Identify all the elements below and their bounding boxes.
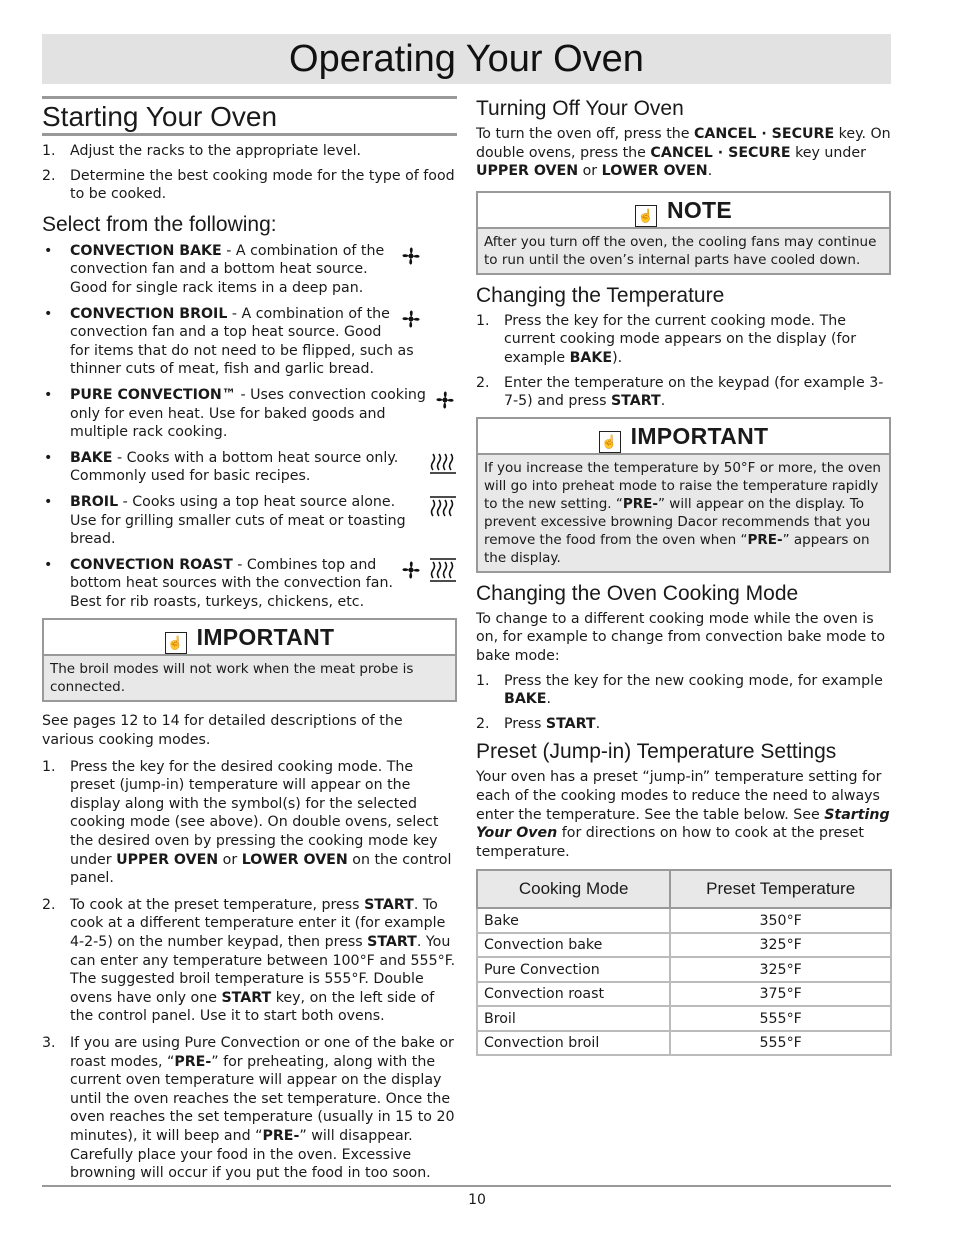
subheading-select: Select from the following: <box>42 212 277 236</box>
fan-icon <box>399 244 457 268</box>
cell-temp: 350°F <box>670 908 891 933</box>
hand-icon: ☝ <box>635 205 657 227</box>
preset-text: Your oven has a preset “jump-in” temperature setting for each of the cooking modes to reduce the need to always enter the temperature. See the table below. See Starting Your Oven for directions on how to cook at the preset temperature. <box>476 769 890 860</box>
cell-temp: 375°F <box>670 982 891 1007</box>
mode-icons <box>399 307 457 337</box>
temp-steps <box>476 312 891 411</box>
heading-turning-off: Turning Off Your Oven <box>476 97 684 120</box>
table-row <box>477 957 891 982</box>
cell-mode: Pure Convection <box>477 957 670 982</box>
mode-item: • PURE CONVECTION™ - Uses convection cooking only for even heat. Use for baked goods and multiple rack cooking. <box>42 386 457 442</box>
note-text: After you turn off the oven, the cooling fans may continue to run until the oven’s internal parts have cooled down. <box>478 229 889 273</box>
right-column <box>476 96 891 1056</box>
column-header: Cooking Mode <box>477 870 670 908</box>
cell-mode: Convection roast <box>477 982 670 1007</box>
heading-changing-temp: Changing the Temperature <box>476 283 725 307</box>
mode-icons <box>433 388 457 418</box>
mode-steps <box>476 672 891 734</box>
bake-heat-icon <box>429 451 457 475</box>
list-item: 1. Adjust the racks to the appropriate level. <box>42 143 362 159</box>
cell-mode: Broil <box>477 1006 670 1031</box>
mode-icons <box>429 495 457 525</box>
table-row <box>477 1006 891 1031</box>
hand-icon: ☝ <box>165 632 187 654</box>
cell-temp: 325°F <box>670 957 891 982</box>
important-text: If you increase the temperature by 50°F or more, the oven will go into preheat mode to raise the temperature rapidly to the new setting. “PRE-” will appear on the display. To prevent excessive browning Dacor recommends that you remove the food from the oven when “PRE-” appears on the display. <box>478 455 889 571</box>
table-row <box>477 908 891 933</box>
table-row <box>477 982 891 1007</box>
cell-temp: 555°F <box>670 1006 891 1031</box>
list-item: 2. Press START. <box>476 715 601 732</box>
cell-temp: 555°F <box>670 1031 891 1056</box>
important-box <box>42 618 457 702</box>
mode-intro: To change to a different cooking mode while the oven is on, for example to change from convection bake mode to bake mode: <box>476 610 886 664</box>
table-row <box>477 1031 891 1056</box>
broil-heat-icon <box>429 495 457 519</box>
heading-preset: Preset (Jump-in) Temperature Settings <box>476 740 837 764</box>
hand-icon: ☝ <box>599 431 621 453</box>
note-header: ☝ NOTE <box>478 193 889 229</box>
mode-item: • BROIL - Cooks using a top heat source alone. Use for grilling smaller cuts of meat or toasting bread. <box>42 493 457 549</box>
important-box-right <box>476 417 891 573</box>
mode-list <box>42 242 457 612</box>
cell-mode: Bake <box>477 908 670 933</box>
list-item: 2. Determine the best cooking mode for the type of food to be cooked. <box>42 167 455 203</box>
steps2-list <box>42 758 457 1183</box>
mode-icons <box>399 558 457 588</box>
mode-item: • CONVECTION BAKE - A combination of the convection fan and a bottom heat source. Good for single rack items in a deep pan. <box>42 242 457 298</box>
list-item: 2. Enter the temperature on the keypad (for example 3-7-5) and press START. <box>476 374 884 410</box>
fan-icon <box>433 388 457 412</box>
turn-off-text: To turn the oven off, press the CANCEL · SECURE key. On double ovens, press the CANCEL · SECURE key under UPPER OVEN or LOWER OVEN. <box>476 126 891 180</box>
page-number: 10 <box>468 1192 486 1208</box>
note-box <box>476 191 891 275</box>
fan-icon <box>399 307 457 331</box>
list-item: 1. Press the key for the current cooking mode. The current cooking mode appears on the display (for example BAKE). <box>476 312 857 366</box>
list-item: 1. Press the key for the desired cooking mode. The preset (jump-in) temperature will appear on the display along with the symbol(s) for the selected cooking mode (see above). On double ovens, select the desired oven by pressing the cooking mode key under UPPER OVEN or LOWER OVEN on the control panel. <box>42 758 452 887</box>
list-item: 3. If you are using Pure Convection or one of the bake or roast modes, “PRE-” for preheating, along with the current oven temperature will appear on the display until the oven reaches the set temperature. Once the oven reaches the set temperature (usually in 15 to 20 minutes), it will beep and “PRE-” will disappear. Carefully place your food in the oven. Excessive browning will occur if you put the food in too soon. <box>42 1034 455 1182</box>
left-column <box>42 96 457 1189</box>
cell-mode: Convection broil <box>477 1031 670 1056</box>
cell-temp: 325°F <box>670 933 891 958</box>
mode-icons <box>429 451 457 481</box>
list-item: 1. Press the key for the new cooking mode, for example BAKE. <box>476 672 883 708</box>
mode-item: • CONVECTION ROAST - Combines top and bottom heat sources with the convection fan. Best for rib roasts, turkeys, chickens, etc. <box>42 556 457 612</box>
cell-mode: Convection bake <box>477 933 670 958</box>
footer-divider <box>42 1185 891 1187</box>
preset-table <box>476 869 892 1056</box>
table-row <box>477 933 891 958</box>
important-text: The broil modes will not work when the meat probe is connected. <box>44 656 455 700</box>
fan-icon <box>399 558 457 582</box>
section-heading-starting: Starting Your Oven <box>42 96 457 136</box>
mode-item: • BAKE - Cooks with a bottom heat source only. Commonly used for basic recipes. <box>42 449 457 486</box>
see-pages-text: See pages 12 to 14 for detailed descriptions of the various cooking modes. <box>42 713 403 749</box>
mode-icons <box>399 244 457 274</box>
column-header: Preset Temperature <box>670 870 891 908</box>
important-header: ☝ IMPORTANT <box>44 620 455 656</box>
heading-changing-mode: Changing the Oven Cooking Mode <box>476 581 799 605</box>
steps-list <box>42 142 457 204</box>
mode-item: • CONVECTION BROIL - A combination of the convection fan and a top heat source. Good for items that do not need to be flipped, such as thinner cuts of meat, fish and garlic bread. <box>42 305 457 379</box>
important-header: ☝ IMPORTANT <box>478 419 889 455</box>
table-header-row <box>477 870 891 908</box>
page-title: Operating Your Oven <box>42 34 891 84</box>
list-item: 2. To cook at the preset temperature, press START. To cook at a different temperature enter it (for example 4-2-5) on the number keypad, then press START. You can enter any temperature between 100°F and 555°F. The suggested broil temperature is 555°F. Double ovens have only one START key, on the left side of the control panel. Use it to start both ovens. <box>42 896 456 1025</box>
